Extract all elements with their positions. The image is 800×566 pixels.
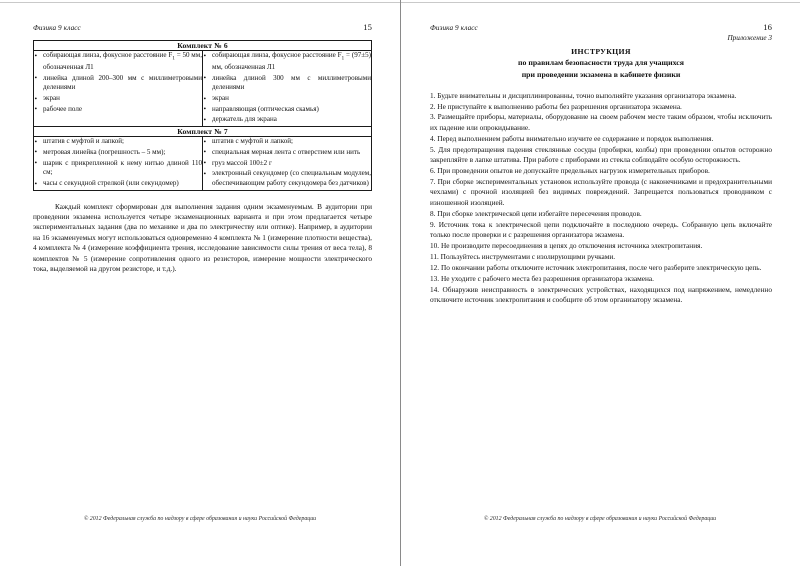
kit-6-right-list xyxy=(203,51,371,125)
kit-6-left-cell xyxy=(34,51,203,127)
list-item: • штатив с муфтой и лапкой; xyxy=(43,137,202,147)
list-item: • собирающая линза, фокусное расстояние $F_1 = 50$ мм, обозначенная Л1 xyxy=(43,51,202,73)
kit-7-right-list xyxy=(203,137,371,189)
table-row xyxy=(34,41,372,51)
kit-7-left-cell xyxy=(34,137,203,191)
list-item: • держатель для экрана xyxy=(212,115,371,125)
kit-7-header: Комплект № 7 xyxy=(34,127,372,137)
rule-item: 3. Размещайте приборы, материалы, оборудование на своем рабочем месте таким образом, чтобы исключить их падение или опрокидывание. xyxy=(430,112,772,132)
rule-item: 12. По окончании работы отключите источник электропитания, после чего разберите электрическую цепь. xyxy=(430,262,762,272)
equipment-kits-table xyxy=(33,40,372,191)
rule-item: 8. При сборке электрической цепи избегайте пересечения проводов. xyxy=(430,208,642,218)
table-row xyxy=(34,51,372,127)
rule-item: 7. При сборке экспериментальных установок используйте провода (с наконечниками и предохранительными чехлами) с прочной изоляцией без видимых повреждений. Запрещается пользоваться проводником с изношенной изоляцией. xyxy=(430,176,772,207)
left-running-head xyxy=(33,22,372,32)
list-item: • экран xyxy=(212,94,371,104)
rule-item: 2. Не приступайте к выполнению работы без разрешения организатора экзамена. xyxy=(430,101,682,111)
list-item: • собирающая линза, фокусное расстояние $F_1 = (97\pm 5)$ мм, обозначенная Л1 xyxy=(212,51,371,73)
list-item: • линейка длиной 200–300 мм с миллиметровыми делениями xyxy=(43,74,202,93)
rule-item: 13. Не уходите с рабочего места без разрешения организатора экзамена. xyxy=(430,273,654,283)
list-item: • линейка длиной 300 мм с миллиметровыми делениями xyxy=(212,74,371,93)
list-item: • метровая линейка (погрешность – 5 мм); xyxy=(43,148,202,158)
list-item: • специальная мерная лента с отверстием или нить xyxy=(212,148,371,158)
rule-item: 1. Будьте внимательны и дисциплинированны, точно выполняйте указания организатора экзамена. xyxy=(430,90,737,100)
kit-7-left-list xyxy=(34,137,202,189)
rule-item: 14. Обнаружив неисправность в электрических устройствах, находящихся под напряжением, немедленно отключите источник электропитания и сообщите об этом организатору экзамена. xyxy=(430,284,772,305)
kit-6-header: Комплект № 6 xyxy=(34,41,372,51)
list-item: • штатив с муфтой и лапкой; xyxy=(212,137,371,147)
page-title: ИНСТРУКЦИЯ xyxy=(571,47,631,56)
list-item: • электронный секундомер (со специальным модулем, обеспечивающим работу секундомера без датчиков) xyxy=(212,169,371,188)
rule-item: 9. Источник тока к электрической цепи подключайте в последнюю очередь. Собранную цепь включайте только после проверки и с разрешения организатора экзамена. xyxy=(430,219,772,240)
table-row xyxy=(34,127,372,137)
list-item: • направляющая (оптическая скамья) xyxy=(212,105,371,115)
rule-item: 11. Пользуйтесь инструментами с изолирующими ручками. xyxy=(430,251,616,261)
kit-7-right-cell xyxy=(203,137,372,191)
right-header-subject: Физика 9 класс xyxy=(430,24,478,32)
right-page-footer: © 2012 Федеральная служба по надзору в сфере образования и науки Российской Федерации xyxy=(483,516,717,522)
list-item: • груз массой 100±2 г xyxy=(212,159,371,169)
list-item: • экран xyxy=(43,94,202,104)
kit-6-right-cell xyxy=(203,51,372,127)
appendix-label: Приложение 3 xyxy=(727,34,772,42)
kit-6-left-list xyxy=(34,51,202,114)
left-page-footer: © 2012 Федеральная служба по надзору в сфере образования и науки Российской Федерации xyxy=(83,516,317,522)
list-item: • шарик с прикрепленной к нему нитью длиной 110 см; xyxy=(43,159,202,178)
list-item: • часы с секундной стрелкой (или секундомер) xyxy=(43,179,202,189)
rule-item: 5. Для предотвращения падения стеклянные сосуды (пробирки, колбы) при проведении опытов осторожно закрепляйте в лапке штатива. При работе с приборами из стекла соблюдайте особую осторожность. xyxy=(430,144,772,165)
table-row xyxy=(34,137,372,191)
right-page-number: 16 xyxy=(763,22,772,32)
left-header-subject: Физика 9 класс xyxy=(33,24,81,32)
right-running-head xyxy=(430,22,772,32)
page-subtitle-line-2: при проведении экзамена в кабинете физики xyxy=(521,70,681,80)
rule-item: 6. При проведении опытов не допускайте предельных нагрузок измерительных приборов. xyxy=(430,166,710,176)
safety-rules-list xyxy=(430,91,772,306)
rule-item: 4. Перед выполнением работы внимательно изучите ее содержание и порядок выполнения. xyxy=(430,133,714,143)
right-page xyxy=(400,0,800,566)
left-page-number: 15 xyxy=(363,22,372,32)
page-subtitle-line-1: по правилам безопасности труда для учащихся xyxy=(518,58,684,67)
rule-item: 10. Не производите пересоединения в цепях до отключения источника электропитания. xyxy=(430,241,703,250)
explanatory-paragraph: Каждый комплект сформирован для выполнения задания одним экзаменуемым. В аудитории при проведении экзамена используется четыре экзаменационных варианта и при этом предлагается четыре экспериментальных задания (два по механике и два по электричеству или оптике). Например, в аудитории на 16 экзаменуемых могут использоваться одновременно 4 комплекта № 1 (измерение плотности вещества), 4 комплекта № 4 (измерение коэффициента трения, исследование зависимости силы трения от веса тела), 8 комплектов № 5 (измерение сопротивления одного из резисторов, измерение мощности электрического тока, выделяемой на другом резисторе, и т.д.). xyxy=(33,201,372,273)
list-item: • рабочее поле xyxy=(43,105,202,115)
